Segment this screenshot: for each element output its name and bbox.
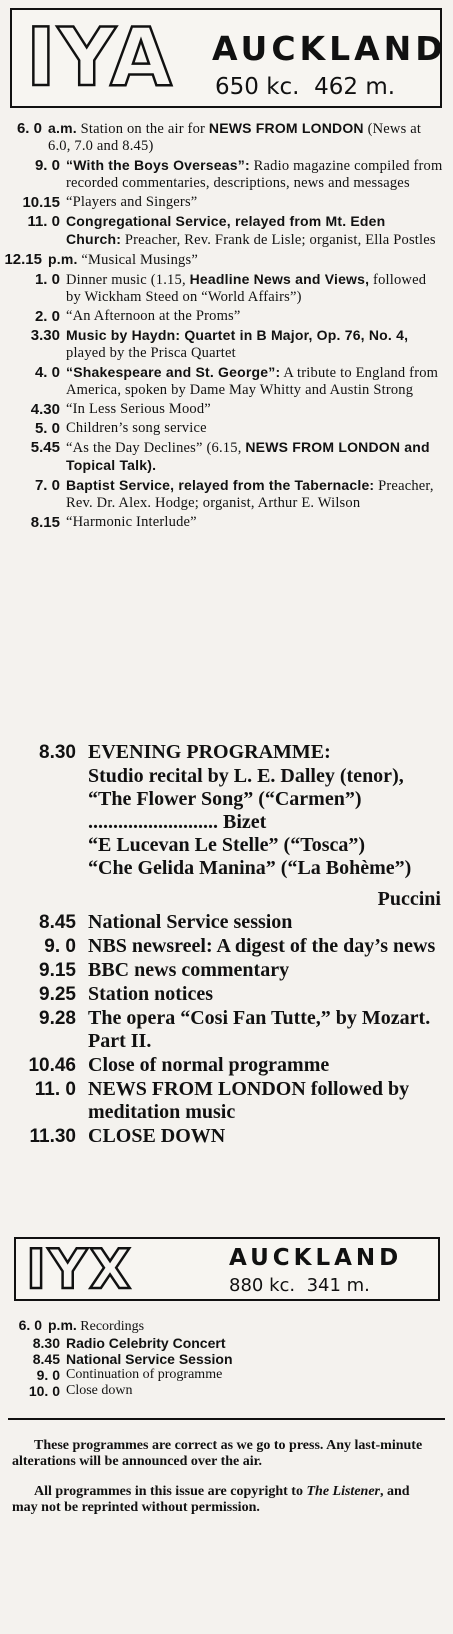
programme-description: National Service session [88,911,293,933]
programme-text: Preacher, Rev. Frank de Lisle; organist, Ella Postles [121,232,436,248]
programme-text: “Musical Musings” [77,252,198,268]
programme-description: CLOSE DOWN [88,1125,226,1147]
programme-text: (News at 6.0, 7.0 and 8.45) [48,121,422,154]
programme-item [0,420,453,437]
programme-time: 9. 0 [44,936,76,957]
programme-time: 7. 0 [34,477,60,494]
programme-time: 9.25 [39,984,76,1005]
programme-title: Congregational Service, relayed from Mt. Eden Church: [66,213,386,247]
programme-time: 10.15 [22,194,60,211]
programme-description: BBC news commentary [88,959,290,981]
iya-programme-list [0,120,453,533]
programme-text: Station on the air for [76,121,209,137]
song-2: “E Lucevan Le Stelle” (“Tosca”) [88,834,366,856]
iyx-programme-item [0,1317,453,1335]
composer: Puccini [377,888,441,910]
evening-heading-row [0,741,453,764]
programme-description [66,157,453,192]
programme-title: Headline News and Views, [189,271,370,287]
programme-title: “With the Boys Overseas”: [66,157,250,173]
evening-heading: EVENING PROGRAMME: [88,741,331,763]
programme-description [66,1367,453,1383]
programme-time: 10. 0 [28,1383,60,1399]
programme-description [66,213,453,249]
programme-time: 8.15 [30,514,60,531]
programme-description [48,251,453,269]
programme-description [66,1335,453,1351]
programme-item [0,271,453,306]
iya-city: AUCKLAND [212,29,447,68]
publication-title: The Listener [306,1484,380,1499]
programme-description [66,439,453,475]
song-1: “The Flower Song” (“Carmen”) .......................... Bizet [88,788,362,833]
iyx-logo: IYX [26,1238,133,1301]
programme-item [0,911,453,934]
divider [8,1418,445,1420]
programme-item [0,308,453,325]
iya-frequency: 650 kc. 462 m. [215,74,396,100]
programme-time: 11. 0 [34,1079,76,1100]
programme-text: Radio Celebrity Concert [66,1335,226,1351]
programme-time: 3.30 [30,327,60,344]
time-suffix: p.m. [48,1317,77,1333]
evening-programme [0,741,453,1149]
programme-description: Close of normal programme [88,1054,330,1076]
programme-item [0,477,453,512]
programme-description [66,194,453,211]
programme-item [0,959,453,982]
programme-description [66,420,453,437]
programme-description: Station notices [88,983,213,1005]
programme-title: Music by Haydn: Quartet in B Major, Op. 76, No. 4, [66,327,409,343]
programme-time: 2. 0 [34,308,60,325]
recital-line: Studio recital by L. E. Dalley (tenor), [88,765,404,787]
programme-description [66,1383,453,1399]
programme-item [0,439,453,475]
programme-text: Dinner music (1.15, [66,272,190,288]
programme-item [0,935,453,958]
programme-time: 11.30 [29,1126,76,1147]
copyright-note: All programmes in this issue are copyright to The Listener, and may not be reprinted without permission. [12,1484,410,1515]
programme-time: 8.30 [39,742,76,763]
time-suffix: p.m. [48,251,78,267]
programme-item [0,194,453,211]
programme-text: “In Less Serious Mood” [66,401,211,417]
iyx-programme-item [0,1351,453,1367]
programme-time: 9.28 [39,1008,76,1029]
iya-logo: IYA [26,11,174,104]
programme-text: “Harmonic Interlude” [66,514,197,530]
programme-description [66,477,453,512]
programme-description [66,271,453,306]
programme-title: “Shakespeare and St. George”: [66,364,281,380]
footer-notes [12,1438,438,1530]
programme-description [48,120,453,155]
programme-description: NBS newsreel: A digest of the day’s news [88,935,436,957]
programme-description: NEWS FROM LONDON followed by meditation music [88,1078,410,1123]
programme-item [0,1125,453,1148]
programme-text: Continuation of programme [66,1367,223,1382]
programme-item [0,514,453,531]
programme-time: 6. 0 [18,1317,42,1333]
programme-description [66,308,453,325]
programme-text: Radio magazine compiled from recorded commentaries, descriptions, news and messages [66,158,443,191]
iyx-frequency: 880 kc. 341 m. [229,1275,370,1296]
programme-description [66,401,453,418]
programme-time: 4. 0 [34,364,60,381]
programme-item [0,120,453,155]
programme-item [0,213,453,249]
programme-time: 8.30 [32,1335,60,1351]
programme-time: 8.45 [32,1351,60,1367]
programme-text: “As the Day Declines” (6.15, [66,440,246,456]
iyx-programme-item [0,1335,453,1351]
programme-text: “Players and Singers” [66,194,198,210]
programme-text: followed by Wickham Steed on “World Affairs”) [66,272,427,305]
iyx-city: AUCKLAND [229,1245,403,1271]
programme-item [0,157,453,192]
correct-as-at-press-note: These programmes are correct as we go to press. Any last-minute alterations will be announced over the air. [12,1438,423,1469]
programme-item [0,983,453,1006]
programme-text: Close down [66,1383,133,1398]
iyx-programme-list [0,1317,453,1399]
programme-time: 4.30 [30,401,60,418]
programme-description: The opera “Cosi Fan Tutte,” by Mozart. Part II. [88,1007,431,1052]
programme-item [0,327,453,362]
programme-description [48,1317,453,1335]
programme-title: NEWS FROM LONDON and Topical Talk). [66,439,430,473]
late-programme-list [0,911,453,1148]
programme-time: 9.15 [39,960,76,981]
programme-item [0,1078,453,1124]
programme-title: Baptist Service, relayed from the Tabernacle: [66,477,375,493]
programme-text: National Service Session [66,1351,233,1367]
programme-item [0,1054,453,1077]
programme-text: A tribute to England from America, spoken by Dame May Whitty and Austin Strong [66,365,439,398]
programme-time: 1. 0 [34,271,60,288]
programme-time: 12.15 [4,251,42,268]
programme-item [0,1007,453,1053]
programme-text: Children’s song service [66,420,207,436]
programme-text: Recordings [76,1319,145,1334]
programme-time: 9. 0 [36,1367,60,1383]
programme-description [66,327,453,362]
programme-description [66,364,453,399]
programme-item [0,401,453,418]
programme-time: 6. 0 [16,120,42,137]
programme-item [0,251,453,269]
programme-time: 11. 0 [27,213,60,230]
song-3: “Che Gelida Manina” (“La Bohème”) [88,857,412,879]
programme-time: 5. 0 [34,420,60,437]
iyx-header-box [14,1237,440,1301]
programme-description [66,514,453,531]
iya-header-box [10,8,447,108]
programme-time: 8.45 [39,912,76,933]
time-suffix: a.m. [48,120,77,136]
programme-title: NEWS FROM LONDON [208,120,364,136]
iyx-programme-item [0,1383,453,1399]
programme-time: 5.45 [30,439,60,456]
programme-item [0,364,453,399]
programme-text: Preacher, Rev. Dr. Alex. Hodge; organist, Arthur E. Wilson [66,478,434,511]
iyx-programme-item [0,1367,453,1383]
programme-time: 9. 0 [34,157,60,174]
programme-text: “An Afternoon at the Proms” [66,308,241,324]
programme-description [66,1351,453,1367]
programme-text: played by the Prisca Quartet [66,345,236,361]
programme-time: 10.46 [28,1055,76,1076]
